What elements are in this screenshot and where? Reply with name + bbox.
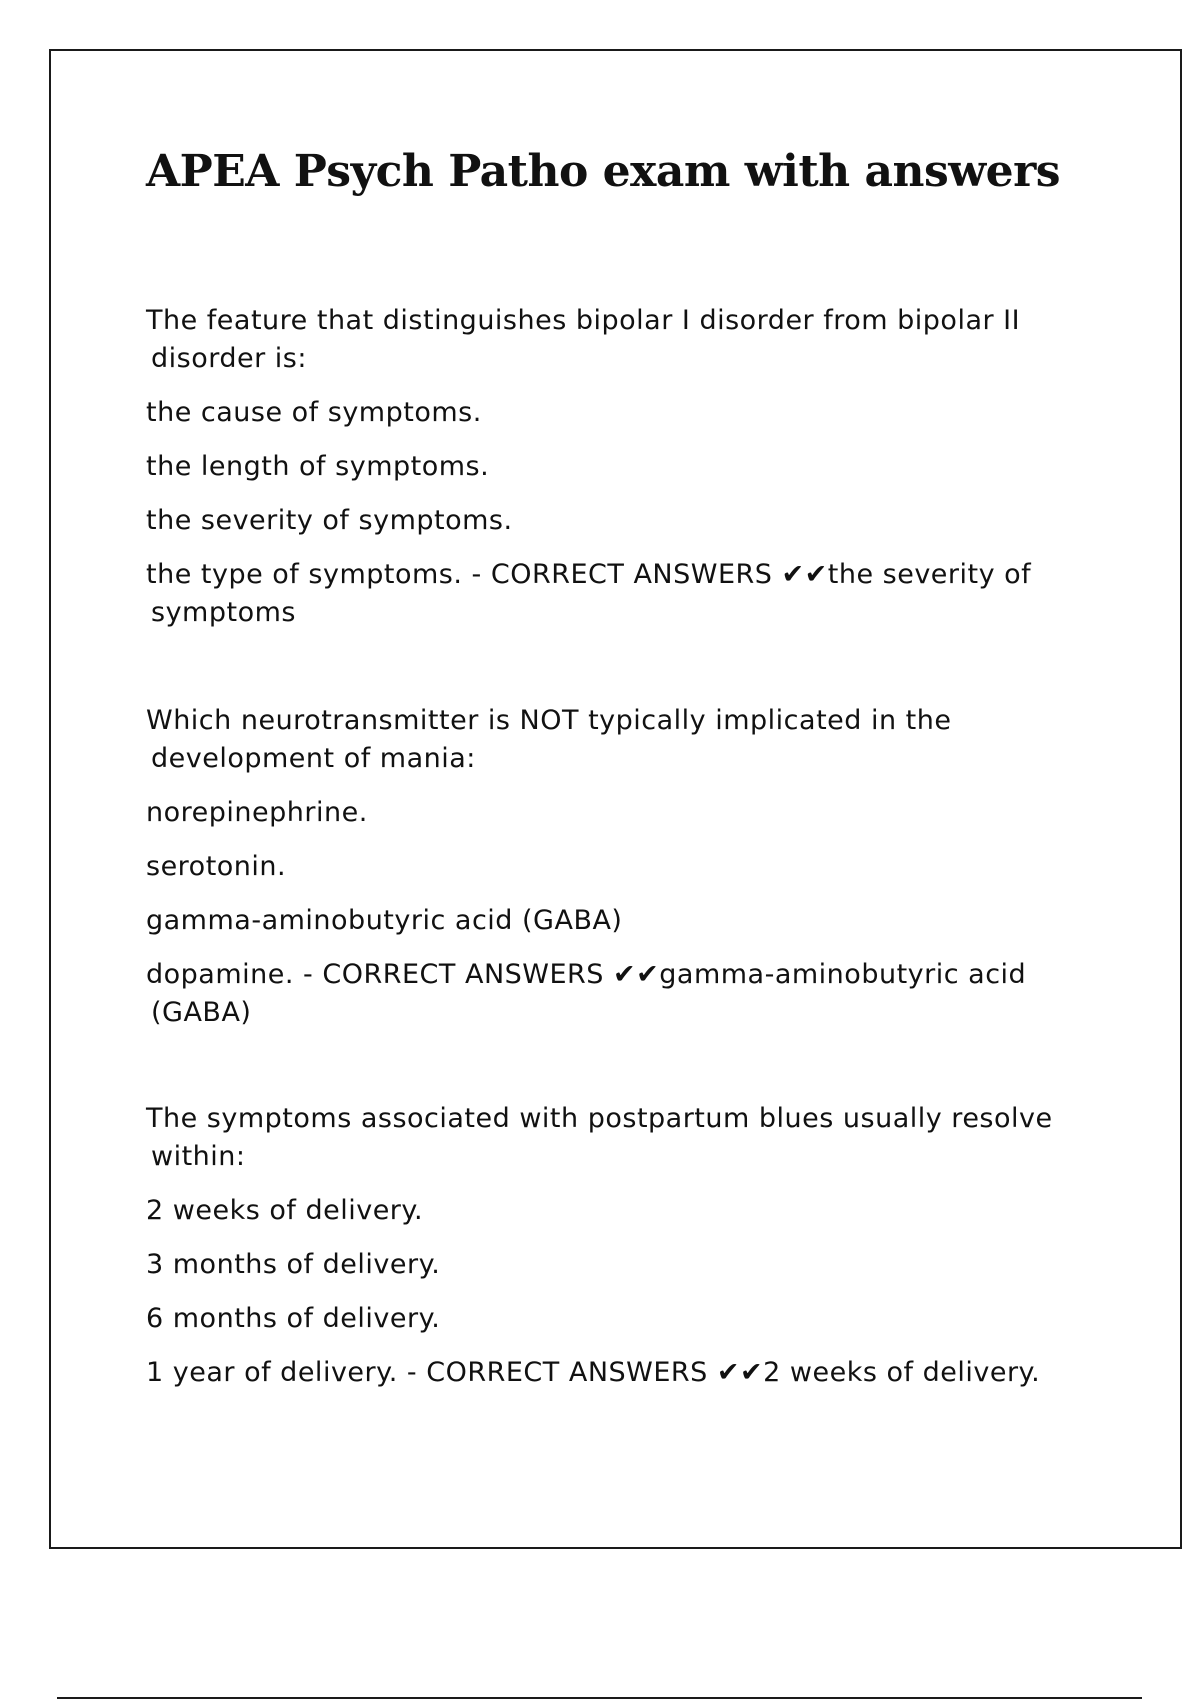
question-prompt	[146, 1100, 1096, 1176]
answer-option: serotonin.	[146, 851, 287, 882]
question-prompt-line: The symptoms associated with postpartum blues usually resolve	[146, 1103, 1053, 1134]
question-block-1	[146, 302, 1096, 648]
answer-option: 2 weeks of delivery.	[146, 1195, 424, 1226]
question-block-2	[146, 702, 1096, 1048]
question-block-3	[146, 1100, 1096, 1408]
question-prompt-line: within:	[151, 1141, 246, 1172]
question-prompt-line: The feature that distinguishes bipolar I disorder from bipolar II	[146, 305, 1021, 336]
question-prompt-line: development of mania:	[151, 743, 476, 774]
answer-option-with-correct-answer	[146, 1354, 1096, 1392]
answer-option: the severity of symptoms.	[146, 505, 513, 536]
correct-answer-line: 1 year of delivery. - CORRECT ANSWERS ✔✔2 weeks of delivery.	[146, 1357, 1041, 1388]
answer-option: the cause of symptoms.	[146, 397, 482, 428]
answer-option-with-correct-answer	[146, 556, 1096, 632]
question-prompt-line: Which neurotransmitter is NOT typically implicated in the	[146, 705, 952, 736]
question-prompt-line: disorder is:	[151, 343, 307, 374]
question-prompt	[146, 702, 1096, 778]
answer-option: 3 months of delivery.	[146, 1249, 441, 1280]
answer-option: gamma-aminobutyric acid (GABA)	[146, 905, 623, 936]
correct-answer-line: (GABA)	[151, 997, 252, 1028]
footer-divider	[57, 1697, 1142, 1699]
question-prompt	[146, 302, 1096, 378]
document-title: APEA Psych Patho exam with answers	[146, 146, 1061, 197]
answer-option: 6 months of delivery.	[146, 1303, 441, 1334]
answer-option: norepinephrine.	[146, 797, 368, 828]
correct-answer-line: symptoms	[151, 597, 296, 628]
correct-answer-line: dopamine. - CORRECT ANSWERS ✔✔gamma-aminobutyric acid	[146, 959, 1027, 990]
answer-option: the length of symptoms.	[146, 451, 490, 482]
answer-option-with-correct-answer	[146, 956, 1096, 1032]
correct-answer-line: the type of symptoms. - CORRECT ANSWERS ✔✔the severity of	[146, 559, 1032, 590]
